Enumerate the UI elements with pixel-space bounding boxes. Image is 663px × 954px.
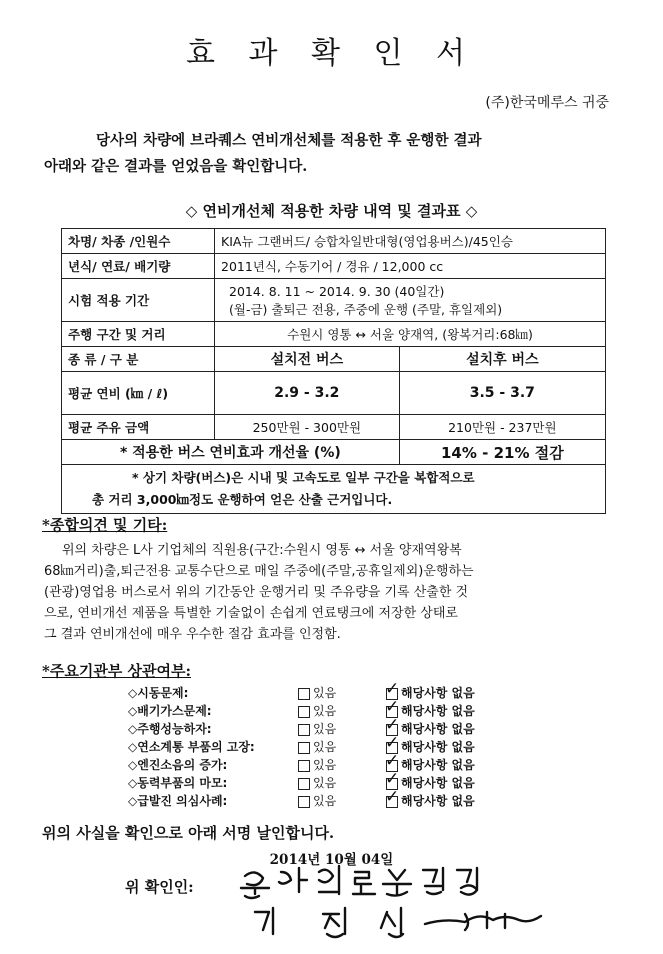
results-table [61, 228, 606, 514]
period-value [215, 279, 606, 322]
before-label: 설치전 버스 [215, 347, 400, 372]
checkbox-checked-icon: ✓ [385, 786, 400, 807]
checklist-heading: *주요기관부 상관여부: [42, 662, 192, 680]
option-no-label: 해당사항 없음 [401, 686, 475, 700]
opinion-line: 으로, 연비개선 제품을 특별한 기술없이 손쉽게 연료탱크에 저장한 상태로 [44, 606, 458, 621]
checklist-row [128, 732, 528, 756]
efficiency-before: 2.9 - 3.2 [215, 372, 400, 415]
checklist-row [128, 696, 528, 720]
checkbox-empty-icon [298, 760, 310, 772]
opinion-line: 68㎞거리)출,퇴근전용 교통수단으로 매일 주중에(주말,공휴일제외)운행하는 [44, 564, 474, 579]
checkbox-checked-icon: ✓ [385, 732, 400, 753]
checklist-item-label: ◇동력부품의 마모: [128, 776, 228, 790]
option-yes[interactable] [298, 684, 336, 701]
option-no[interactable] [385, 786, 475, 809]
option-yes[interactable] [298, 774, 336, 791]
option-no-label: 해당사항 없음 [401, 794, 475, 808]
option-no[interactable] [385, 714, 475, 737]
intro-line-2: 아래와 같은 결과를 얻었음을 확인합니다. [44, 158, 308, 175]
checkbox-checked-icon: ✓ [385, 714, 400, 735]
option-no[interactable] [385, 678, 475, 701]
checkbox-checked-icon: ✓ [385, 768, 400, 789]
improvement-value: 14% - 21% 절감 [399, 440, 605, 465]
option-no-label: 해당사항 없음 [401, 740, 475, 754]
opinion-line: 위의 차량은 L사 기업체의 직원용(구간:수원시 영통 ↔ 서울 양재역왕복 [62, 543, 462, 558]
checklist-item-label: ◇연소계통 부품의 고장: [128, 740, 255, 754]
option-yes-label: 있음 [313, 722, 337, 736]
option-no[interactable] [385, 696, 475, 719]
option-yes[interactable] [298, 702, 336, 719]
after-label: 설치후 버스 [399, 347, 605, 372]
intro-line-1: 당사의 차량에 브라퀘스 연비개선체를 적용한 후 운행한 결과 [96, 132, 482, 149]
efficiency-label: 평균 연비 (㎞ / ℓ) [62, 372, 215, 415]
document-date: 2014년 10월 04일 [269, 852, 394, 868]
option-yes-label: 있음 [313, 704, 337, 718]
cost-before: 250만원 - 300만원 [215, 415, 400, 440]
checkbox-checked-icon: ✓ [385, 696, 400, 717]
note-line-2: 총 거리 3,000㎞정도 운행하여 얻은 산출 근거입니다. [92, 492, 393, 507]
option-yes-label: 있음 [313, 776, 337, 790]
route-label: 주행 구간 및 거리 [62, 322, 215, 347]
checklist-item-label: ◇주행성능하자: [128, 722, 212, 736]
efficiency-after: 3.5 - 3.7 [399, 372, 605, 415]
period-line-1: 2014. 8. 11 ~ 2014. 9. 30 (40일간) [229, 284, 445, 299]
checkbox-empty-icon [298, 706, 310, 718]
period-line-2: (월-금) 출퇴근 전용, 주중에 운행 (주말, 휴일제외) [229, 302, 503, 317]
option-yes-label: 있음 [313, 686, 337, 700]
table-note [62, 465, 606, 514]
option-no-label: 해당사항 없음 [401, 776, 475, 790]
option-yes-label: 있음 [313, 794, 337, 808]
route-value: 수원시 영통 ↔ 서울 양재역, (왕복거리:68㎞) [215, 322, 606, 347]
improvement-label: * 적용한 버스 연비효과 개선율 (%) [62, 440, 400, 465]
checklist-row [128, 750, 528, 774]
recipient: (주)한국메루스 귀중 [485, 95, 609, 111]
period-label: 시험 적용 기간 [62, 279, 215, 322]
document-title: 효 과 확 인 서 [185, 36, 478, 71]
checkbox-checked-icon: ✓ [385, 750, 400, 771]
checkbox-empty-icon [298, 724, 310, 736]
checklist-row [128, 786, 528, 810]
checkbox-empty-icon [298, 688, 310, 700]
option-no-label: 해당사항 없음 [401, 704, 475, 718]
option-yes-label: 있음 [313, 758, 337, 772]
checklist-row [128, 714, 528, 738]
checklist-row [128, 768, 528, 792]
checkbox-empty-icon [298, 778, 310, 790]
checklist-item-label: ◇급발진 의심사례: [128, 794, 228, 808]
opinion-line: 그 결과 연비개선에 매우 우수한 절감 효과를 인정함. [44, 627, 341, 642]
cost-label: 평균 주유 금액 [62, 415, 215, 440]
spec-value: 2011년식, 수동기어 / 경유 / 12,000 cc [215, 254, 606, 279]
checklist-item-label: ◇시동문제: [128, 686, 189, 700]
option-yes[interactable] [298, 756, 336, 773]
checkbox-empty-icon [298, 796, 310, 808]
table-title: ◇ 연비개선체 적용한 차량 내역 및 결과표 ◇ [185, 202, 478, 220]
option-no-label: 해당사항 없음 [401, 758, 475, 772]
option-no[interactable] [385, 732, 475, 755]
checklist-item-label: ◇배기가스문제: [128, 704, 212, 718]
type-label: 종 류 / 구 분 [62, 347, 215, 372]
option-yes[interactable] [298, 720, 336, 737]
checklist-item-label: ◇엔진소음의 증가: [128, 758, 228, 772]
vehicle-label: 차명/ 차종 /인원수 [62, 229, 215, 254]
cost-after: 210만원 - 237만원 [399, 415, 605, 440]
handwritten-signature [215, 862, 555, 944]
spec-label: 년식/ 연료/ 배기량 [62, 254, 215, 279]
opinion-body [44, 540, 622, 645]
note-line-1: * 상기 차량(버스)은 시내 및 고속도로 일부 구간을 복합적으로 [132, 470, 475, 485]
vehicle-value: KIA뉴 그랜버드/ 승합차일반대형(영업용버스)/45인승 [215, 229, 606, 254]
intro-paragraph [44, 128, 624, 180]
checkbox-checked-icon: ✓ [385, 678, 400, 699]
option-yes[interactable] [298, 738, 336, 755]
option-no[interactable] [385, 768, 475, 791]
checkbox-empty-icon [298, 742, 310, 754]
option-no[interactable] [385, 750, 475, 773]
opinion-heading: *종합의견 및 기타: [42, 516, 168, 534]
opinion-line: (관광)영업용 버스로서 위의 기간동안 운행거리 및 주유량을 기록 산출한 것 [44, 585, 469, 600]
option-yes[interactable] [298, 792, 336, 809]
signer-label: 위 확인인: [125, 878, 194, 896]
confirmation-statement: 위의 사실을 확인으로 아래 서명 날인합니다. [42, 824, 335, 842]
checklist-row [128, 678, 528, 702]
option-yes-label: 있음 [313, 740, 337, 754]
option-no-label: 해당사항 없음 [401, 722, 475, 736]
